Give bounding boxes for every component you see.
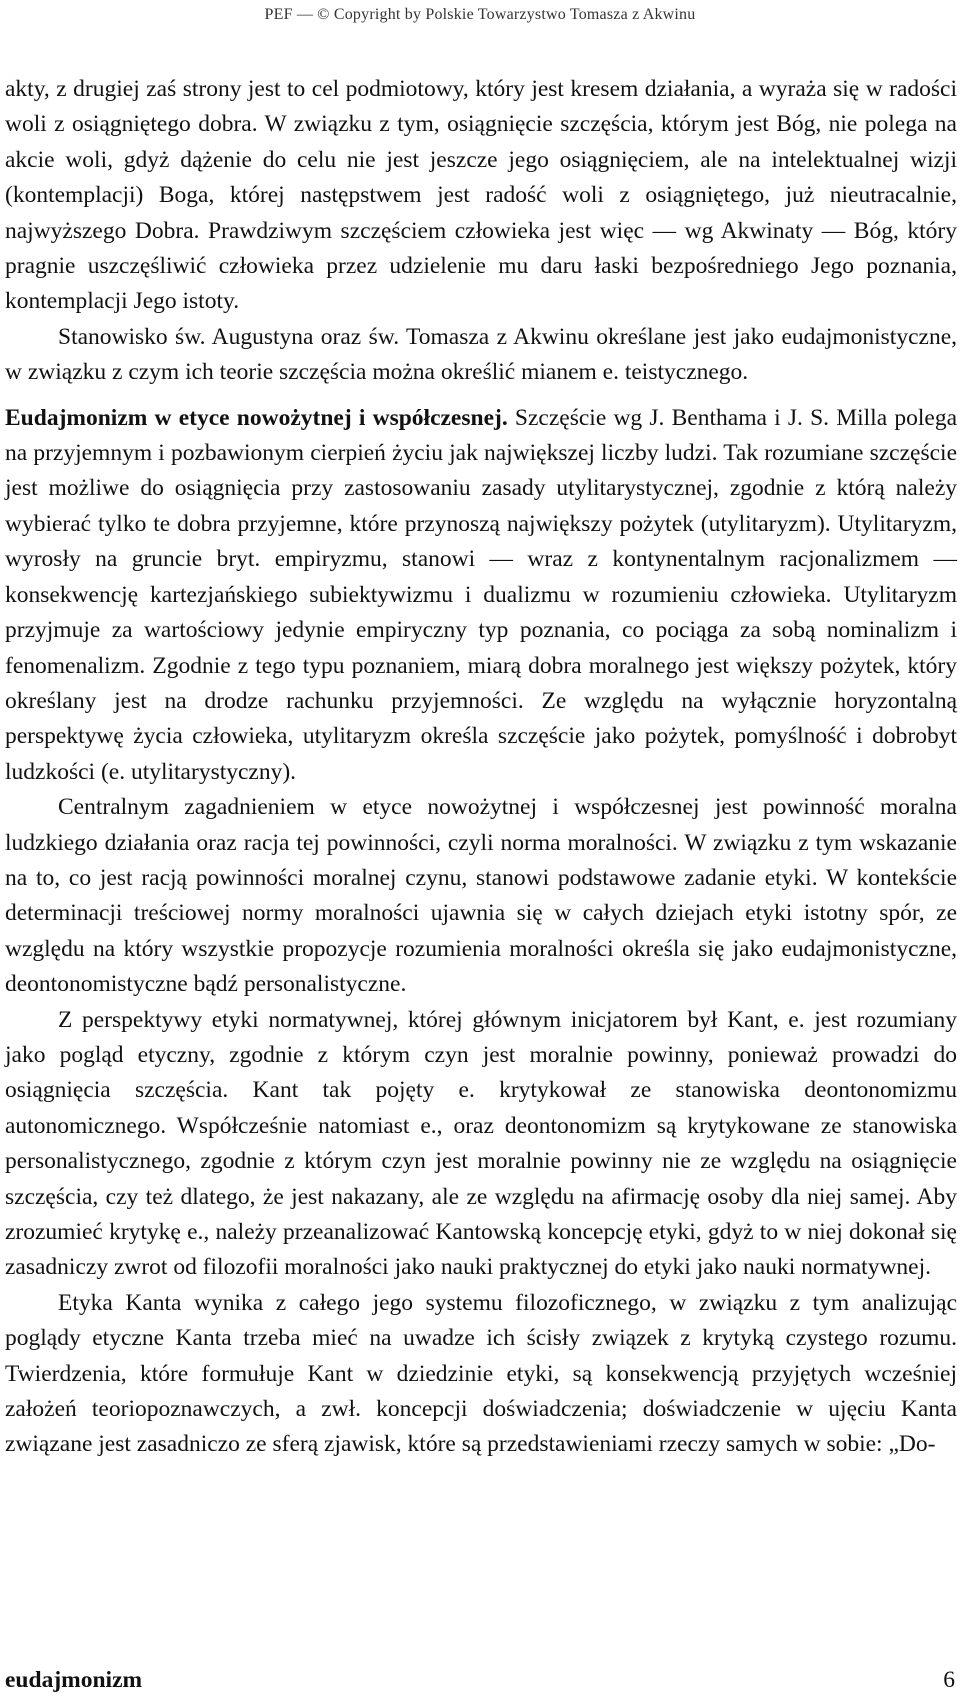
paragraph [5,790,957,1002]
paragraph [5,1286,957,1463]
running-header-text: PEF — © Copyright by Polskie Towarzystwo Tomasza z Akwinu [264,6,696,23]
running-header [0,0,960,30]
page-number: 6 [943,1667,955,1693]
page-footer [5,1664,955,1696]
paragraph-text: Z perspektywy etyki normatywnej, której głównym inicjatorem był Kant, e. jest rozumiany jako pogląd etyczny, zgodnie z którym czyn jest moralnie powinny, ponieważ prowadzi do osiągnięcia szczęścia. Kant tak pojęty e. krytykował ze stanowiska deontonomizmu autonomicznego. Współcześnie natomiast e., oraz deontonomizm są krytykowane ze stanowiska personalistycznego, zgodnie z którym czyn jest moralnie powinny nie ze względu na osiągnięcie szczęścia, czy też dlatego, że jest nakazany, ale ze względu na afirmację osoby dla niej samej. Aby zrozumieć krytykę e., należy przeanalizować Kantowską koncepcję etyki, gdyż to w niej dokonał się zasadniczy zwrot od filozofii moralności jako nauki praktycznej do etyki jako nauki normatywnej. [5,1006,957,1281]
paragraph [5,1003,957,1286]
section-paragraph [5,401,957,790]
section-heading: Eudajmonizm w etyce nowożytnej i współczesnej. [5,404,508,431]
paragraph-text: Etyka Kanta wynika z całego jego systemu filozoficznego, w związku z tym analizując poglądy etyczne Kanta trzeba mieć na uwadze ich ścisły związek z krytyką czystego rozumu. Twierdzenia, które formułuje Kant w dziedzinie etyki, są konsekwencją przyjętych wcześniej założeń teoriopoznawczych, a zwł. koncepcji doświadczenia; doświadczenie w ujęciu Kanta związane jest zasadniczo ze sferą zjawisk, które są przedstawieniami rzeczy samych w sobie: „Do- [5,1289,957,1458]
main-text [5,72,957,1463]
paragraph-text: Stanowisko św. Augustyna oraz św. Tomasza z Akwinu określane jest jako eudajmonistyczne, w związku z czym ich teorie szczęścia można określić mianem e. teistycznego. [5,323,957,386]
paragraph [5,320,957,391]
paragraph-text: Szczęście wg J. Benthama i J. S. Milla polega na przyjemnym i pozbawionym cierpień życiu jak największej liczby ludzi. Tak rozumiane szczęście jest możliwe do osiągnięcia przy zastosowaniu zasady utylitarystycznej, zgodnie z którą należy wybierać tylko te dobra przyjemne, które przynoszą największy pożytek (utylitaryzm). Utylitaryzm, wyrosły na gruncie bryt. empiryzmu, stanowi — wraz z kontynentalnym racjonalizmem — konsekwencję kartezjańskiego subiektywizmu i dualizmu w rozumieniu człowieka. Utylitaryzm przyjmuje za wartościowy jedynie empiryczny typ poznania, co pociąga za sobą nominalizm i fenomenalizm. Zgodnie z tego typu poznaniem, miarą dobra moralnego jest większy pożytek, który określany jest na drodze rachunku przyjemności. Ze względu na wyłącznie horyzontalną perspektywę życia człowieka, utylitaryzm określa szczęście jako pożytek, pomyślność i dobrobyt ludzkości (e. utylitarystyczny). [5,404,957,785]
paragraph [5,72,957,320]
entry-title: eudajmonizm [5,1667,143,1693]
paragraph-text: Centralnym zagadnieniem w etyce nowożytnej i współczesnej jest powinność moralna ludzkiego działania oraz racja tej powinności, czyli norma moralności. W związku z tym wskazanie na to, co jest racją powinności moralnej czynu, stanowi podstawowe zadanie etyki. W kontekście determinacji treściowej normy moralności ujawnia się w całych dziejach etyki istotny spór, ze względu na który wszystkie propozycje rozumienia moralności określa się jako eudajmonistyczne, deontonomistyczne bądź personalistyczne. [5,794,957,998]
paragraph-text: akty, z drugiej zaś strony jest to cel podmiotowy, który jest kresem działania, a wyraża się w radości woli z osiągniętego dobra. W związku z tym, osiągnięcie szczęścia, którym jest Bóg, nie polega na akcie woli, gdyż dążenie do celu nie jest jeszcze jego osiągnięciem, ale na intelektualnej wizji (kontemplacji) Boga, której następstwem jest radość woli z osiągniętego, już nieutracalnie, najwyższego Dobra. Prawdziwym szczęściem człowieka jest więc — wg Akwinaty — Bóg, który pragnie uszczęśliwić człowieka przez udzielenie mu daru łaski bezpośredniego Jego poznania, kontemplacji Jego istoty. [5,76,957,315]
